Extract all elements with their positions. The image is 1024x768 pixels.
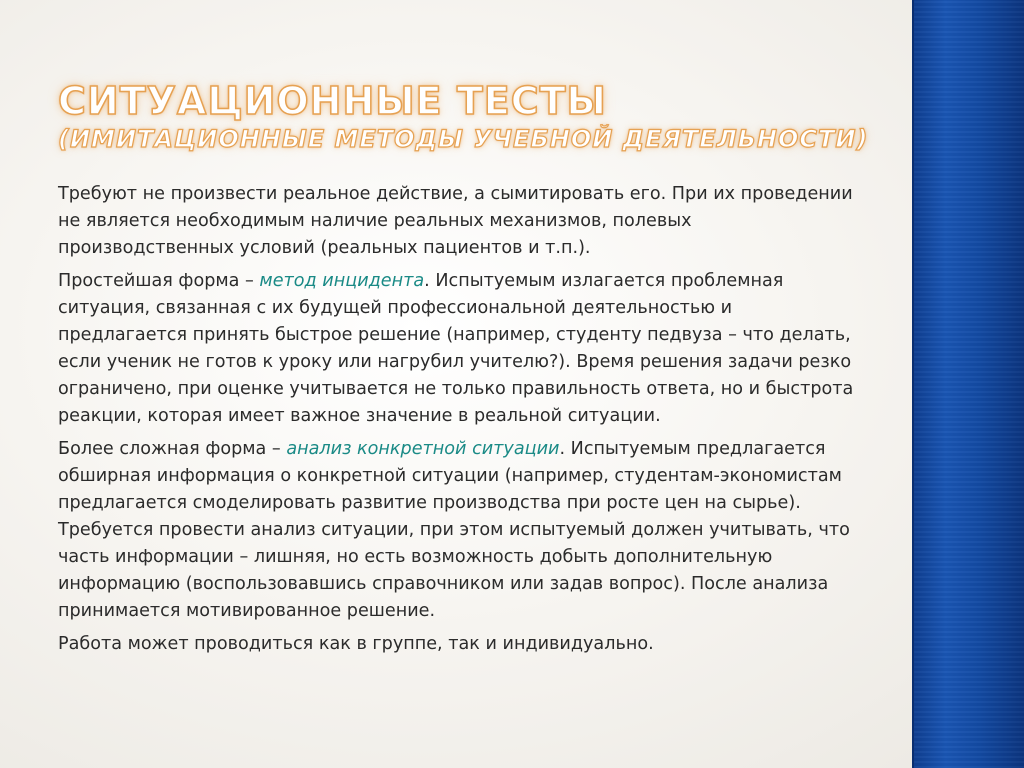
slide-body — [58, 181, 858, 664]
side-decoration-band — [912, 0, 1024, 768]
slide-title-subtitle: (ИМИТАЦИОННЫЕ МЕТОДЫ УЧЕБНОЙ ДЕЯТЕЛЬНОСТИ) — [58, 125, 869, 153]
paragraph-3 — [58, 436, 858, 625]
term-incident-method: метод инцидента — [259, 271, 425, 291]
slide-title — [58, 78, 898, 154]
paragraph-3-rest: . Испытуемым предлагается обширная информация о конкретной ситуации (например, студентам-экономистам предлагается смоделировать развитие производства при росте цен на сырье). Требуется провести анализ ситуации, при этом испытуемый должен учитывать, что часть информации – лишняя, но есть возможность добыть дополнительную информацию (воспользовавшись справочником или задав вопрос). После анализа принимается мотивированное решение. — [58, 439, 850, 621]
paragraph-4: Работа может проводиться как в группе, так и индивидуально. — [58, 634, 654, 654]
side-band-texture — [912, 0, 1024, 768]
paragraph-2-rest: . Испытуемым излагается проблемная ситуация, связанная с их будущей профессиональной деятельностью и предлагается принять быстрое решение (например, студенту педвуза – что делать, если ученик не готов к уроку или нагрубил учителю?). Время решения задачи резко ограничено, при оценке учитывается не только правильность ответа, но и быстрота реакции, которая имеет важное значение в реальной ситуации. — [58, 271, 854, 426]
paragraph-3-intro: Более сложная форма – — [58, 439, 287, 459]
term-case-analysis: анализ конкретной ситуации — [286, 439, 560, 459]
paragraph-2 — [58, 268, 858, 430]
paragraph-1: Требуют не произвести реальное действие, а сымитировать его. При их проведении не является необходимым наличие реальных механизмов, полевых производственных условий (реальных пациентов и т.п.). — [58, 184, 853, 258]
slide-title-main: СИТУАЦИОННЫЕ ТЕСТЫ — [58, 79, 607, 123]
paragraph-2-intro: Простейшая форма – — [58, 271, 260, 291]
side-band-edge — [912, 0, 914, 768]
